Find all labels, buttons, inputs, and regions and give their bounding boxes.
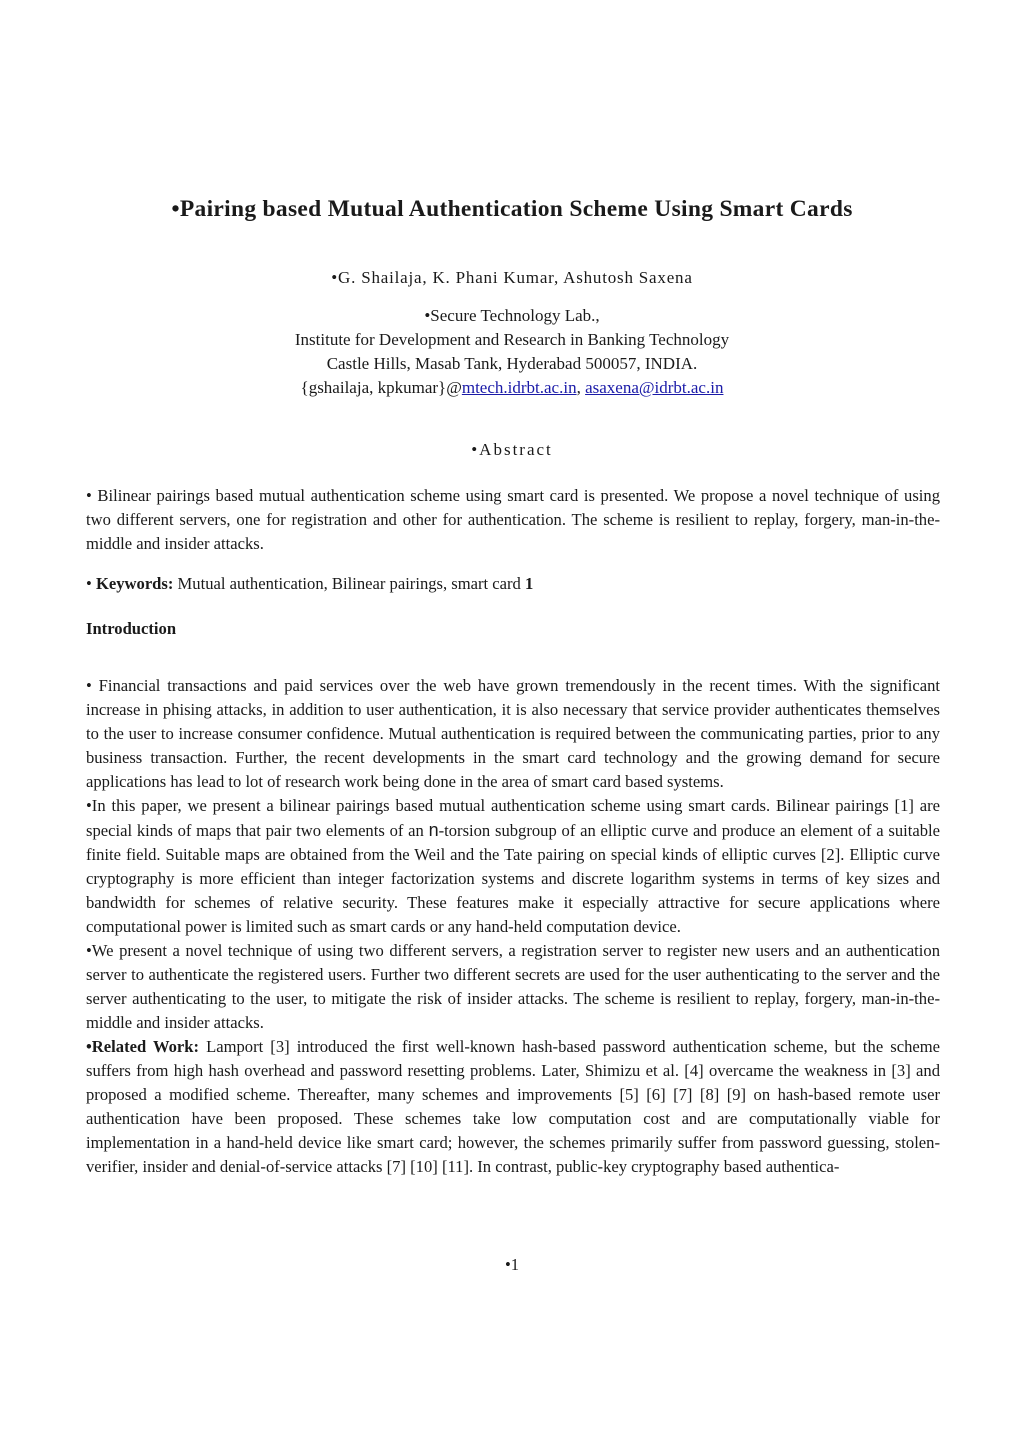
email-separator: , [576, 378, 586, 397]
keywords-label: Keywords: [95, 574, 174, 593]
abstract-heading: •Abstract [471, 440, 553, 459]
n-torsion-symbol: n [428, 820, 439, 840]
author-list: •G. Shailaja, K. Phani Kumar, Ashutosh Saxena [331, 268, 693, 287]
abstract-text-block [86, 484, 940, 556]
intro-paragraph-1: • Financial transactions and paid services over the web have grown tremendously in the recent times. With the significant increase in phising attacks, in addition to user authentication, it is also necessary that service provider authenticates themselves to the user to increase consumer confidence. Mutual authentication is required between the communicating parties, prior to any business transaction. Further, the recent developments in the smart card technology and the growing demand for secure applications has lead to lot of research work being done in the area of smart card based systems. [86, 676, 940, 791]
email-link-asaxena[interactable]: asaxena@idrbt.ac.in [585, 378, 724, 397]
affiliation-emails [0, 376, 1024, 400]
intro-paragraph-3: •We present a novel technique of using two different servers, a registration server to register new users and an authentication server to authenticate the registered users. Further two different secrets are used for the user authenticating to the server and the server authenticating to the user, to mitigate the risk of insider attacks. The scheme is resilient to replay, forgery, man-in-the-middle and insider attacks. [86, 941, 940, 1032]
abstract-paragraph: • Bilinear pairings based mutual authentication scheme using smart card is presented. We propose a novel technique of using two different servers, one for registration and other for authentication. The scheme is resilient to replay, forgery, man-in-the-middle and insider attacks. [86, 486, 940, 553]
intro-p2-before: •In this paper, we present a bilinear pairings based mutual authentication scheme using smart cards. Bilinear pairings [1] are special kinds of maps that pair two elements of an [86, 796, 940, 840]
email-prefix: {gshailaja, kpkumar}@ [300, 378, 462, 397]
affiliation-address: Castle Hills, Masab Tank, Hyderabad 500057, INDIA. [326, 354, 698, 373]
affiliation-institute: Institute for Development and Research in Banking Technology [294, 330, 730, 349]
keywords-line [86, 572, 940, 596]
page-number: •1 [504, 1255, 520, 1274]
affiliation-block [0, 304, 1024, 400]
keywords-footnote: 1 [525, 574, 534, 593]
keywords-bullet: • [86, 574, 96, 593]
related-work-label: •Related Work: [86, 1037, 200, 1056]
keywords-text: Mutual authentication, Bilinear pairings, smart card [173, 574, 526, 593]
affiliation-lab: •Secure Technology Lab., [424, 306, 600, 325]
intro-paragraph-2 [86, 794, 940, 939]
introduction-heading: Introduction [86, 619, 177, 638]
keywords-block [86, 572, 940, 596]
intro-paragraph-4 [86, 1035, 940, 1179]
email-link-mtech[interactable]: mtech.idrbt.ac.in [461, 378, 577, 397]
paper-title: •Pairing based Mutual Authentication Scheme Using Smart Cards [171, 196, 853, 222]
introduction-body [86, 674, 940, 1179]
related-work-text: Lamport [3] introduced the first well-known hash-based password authentication scheme, but the scheme suffers from high hash overhead and password resetting problems. Later, Shimizu et al. [4] overcame the weakness in [3] and proposed a modified scheme. Thereafter, many schemes and improvements [5] [6] [7] [8] [9] on hash-based remote user authentication have been proposed. These schemes take low computation cost and are computationally viable for implementation in a hand-held device like smart card; however, the schemes primarily suffer from password guessing, stolen-verifier, insider and denial-of-service attacks [7] [10] [11]. In contrast, public-key cryptography based authentica- [86, 1037, 940, 1176]
intro-p2-after: -torsion subgroup of an elliptic curve and produce an element of a suitable finite field. Suitable maps are obtained from the Weil and the Tate pairing on special kinds of elliptic curves [2]. Elliptic curve cryptography is more efficient than integer factorization systems and discrete logarithm systems in terms of key sizes and bandwidth for schemes of relative security. These features make it especially attractive for secure applications where computational power is limited such as smart cards or any hand-held computation device. [86, 821, 940, 936]
